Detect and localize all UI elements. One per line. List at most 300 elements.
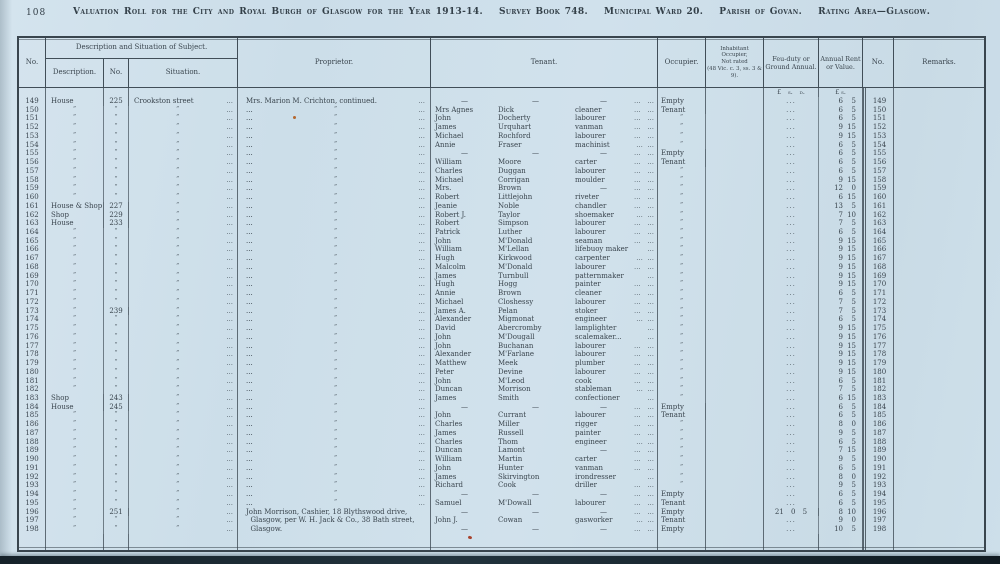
- cell-subject-number: ”: [104, 525, 129, 534]
- proprietor-dots: ...: [418, 228, 425, 237]
- cell-feu-duty: ...: [764, 237, 819, 246]
- cell-subject-number: ”: [104, 141, 129, 150]
- cell-row-number: 197: [19, 516, 46, 525]
- rent-pounds: 9: [838, 271, 843, 280]
- cell-row-number: 173: [19, 307, 46, 316]
- rent-pounds: 6: [838, 463, 843, 472]
- cell-tenant-forename: James: [435, 428, 457, 437]
- cell-subject-number: ”: [104, 114, 129, 123]
- scan-speck: [293, 116, 296, 119]
- cell-row-number: 181: [19, 377, 46, 386]
- occupation-dots: ... ...: [636, 315, 654, 324]
- cell-row-number: 178: [19, 350, 46, 359]
- cell-tenant-forename: —: [461, 149, 468, 158]
- cell-tenant-surname: M'Farlane: [498, 350, 535, 359]
- rent-shillings: 15: [847, 324, 856, 333]
- proprietor-text: ...: [246, 306, 253, 315]
- proprietor-dots: [425, 525, 430, 534]
- cell-row-number: 177: [19, 342, 46, 351]
- proprietor-dots: ...: [418, 420, 425, 429]
- cell-subject-number: ”: [104, 193, 129, 202]
- proprietor-dots: ...: [418, 376, 425, 385]
- proprietor-ditto: ”: [333, 437, 338, 445]
- cell-tenant-surname: M'Dougall: [498, 332, 535, 341]
- cell-occupier: ”: [658, 438, 706, 447]
- table-row: [19, 280, 984, 289]
- cell-row-number: 191: [19, 464, 46, 473]
- cell-occupier: Tenant: [658, 499, 706, 508]
- cell-occupier: Empty: [658, 97, 706, 106]
- occupation-text: —: [599, 490, 607, 499]
- table-row: [19, 315, 984, 324]
- proprietor-ditto: ”: [333, 184, 338, 192]
- rent-pounds: 12: [834, 184, 843, 193]
- cell-tenant-occupation: [573, 315, 658, 324]
- cell-row-number-right: 155: [863, 149, 894, 158]
- cell-remarks: [894, 429, 984, 438]
- cell-occupier: ”: [658, 368, 706, 377]
- situation-text: ”: [176, 437, 180, 445]
- proprietor-text: ...: [246, 175, 253, 184]
- cell-description: ”: [46, 490, 104, 499]
- cell-situation: [129, 342, 238, 351]
- situation-dots: ...: [226, 385, 233, 394]
- proprietor-ditto: ”: [333, 105, 338, 113]
- cell-subject-number: ”: [104, 429, 129, 438]
- cell-tenant-occupation: [573, 350, 658, 359]
- cell-row-number-right: 173: [863, 307, 894, 316]
- rent-pounds: 6: [838, 149, 843, 158]
- cell-inhabitant-occupier: [706, 228, 764, 237]
- cell-remarks: [894, 324, 984, 333]
- proprietor-ditto: ”: [333, 490, 338, 498]
- cell-annual-rent: [819, 228, 863, 237]
- cell-situation: [129, 167, 238, 176]
- cell-situation: [129, 97, 238, 106]
- occupation-text: —: [599, 524, 607, 533]
- table-row: [19, 429, 984, 438]
- proprietor-text: ...: [246, 359, 253, 368]
- proprietor-ditto: ”: [333, 367, 338, 375]
- cell-remarks: [894, 237, 984, 246]
- situation-text: ”: [176, 201, 180, 209]
- cell-subject-number: ”: [104, 228, 129, 237]
- occupation-text: gasworker: [575, 516, 613, 525]
- cell-remarks: [894, 245, 984, 254]
- cell-tenant-surname: Brown: [498, 289, 522, 298]
- table-row: [19, 228, 984, 237]
- cell-tenant-forename: —: [461, 402, 468, 411]
- situation-text: ”: [176, 516, 180, 524]
- cell-row-number-right: 164: [863, 228, 894, 237]
- situation-text: ”: [176, 481, 180, 489]
- cell-situation: [129, 525, 238, 534]
- header-subject-no: No.: [104, 59, 129, 87]
- table-row: [19, 202, 984, 211]
- rent-shillings: 15: [847, 175, 856, 184]
- occupation-dots: ... ...: [633, 350, 654, 359]
- rent-shillings: 5: [851, 490, 856, 499]
- cell-annual-rent: [819, 298, 863, 307]
- cell-subject-number: [104, 534, 129, 550]
- cell-annual-rent: [819, 184, 863, 193]
- cell-row-number-right: 193: [863, 481, 894, 490]
- occupation-text: labourer: [575, 228, 606, 237]
- cell-situation: [129, 455, 238, 464]
- occupation-dots: ... ...: [633, 359, 654, 368]
- rent-pounds: 6: [838, 498, 843, 507]
- situation-dots: ...: [226, 236, 233, 245]
- cell-row-number-right: 159: [863, 184, 894, 193]
- table-header: [19, 38, 984, 88]
- cell-row-number-right: 188: [863, 438, 894, 447]
- cell-tenant-surname: Littlejohn: [498, 193, 533, 202]
- cell-row-number-right: 156: [863, 158, 894, 167]
- proprietor-ditto: ”: [333, 193, 338, 201]
- proprietor-text: ...: [246, 463, 253, 472]
- cell-proprietor: [238, 114, 431, 123]
- proprietor-dots: ...: [418, 140, 425, 149]
- cell-annual-rent: [819, 508, 863, 517]
- table-row: [19, 350, 984, 359]
- occupation-text: stableman: [575, 385, 612, 394]
- situation-dots: ...: [226, 158, 233, 167]
- cell-proprietor: [238, 385, 431, 394]
- cell-annual-rent: [819, 202, 863, 211]
- cell-proprietor: [238, 254, 431, 263]
- cell-inhabitant-occupier: [706, 263, 764, 272]
- cell-annual-rent: [819, 377, 863, 386]
- cell-inhabitant-occupier: [706, 525, 764, 534]
- cell-remarks: [894, 350, 984, 359]
- cell-occupier: ”: [658, 446, 706, 455]
- cell-subject-number: ”: [104, 254, 129, 263]
- cell-tenant-surname: Urquhart: [498, 123, 532, 132]
- rent-shillings: 5: [851, 166, 856, 175]
- table-filler-row: [19, 534, 984, 550]
- table-row: [19, 245, 984, 254]
- cell-tenant-occupation: [573, 342, 658, 351]
- cell-tenant-forename: Hugh: [435, 280, 455, 289]
- cell-description: ”: [46, 307, 104, 316]
- proprietor-ditto: ”: [333, 219, 338, 227]
- situation-dots: ...: [226, 114, 233, 123]
- cell-proprietor: [238, 123, 431, 132]
- cell-description: House: [46, 219, 104, 228]
- cell-annual-rent: [819, 132, 863, 141]
- proprietor-ditto: ”: [333, 114, 338, 122]
- occupation-dots: ... ...: [633, 97, 654, 105]
- cell-proprietor: [238, 315, 431, 324]
- proprietor-text: ...: [246, 228, 253, 237]
- cell-tenant-surname: M'Donald: [498, 236, 533, 245]
- proprietor-text: ...: [246, 350, 253, 359]
- occupation-text: lifebuoy maker: [575, 245, 629, 254]
- rent-shillings: 5: [851, 315, 856, 324]
- rent-pounds: 9: [838, 131, 843, 140]
- table-row: [19, 490, 984, 499]
- cell-situation: [129, 429, 238, 438]
- cell-tenant-occupation: [573, 193, 658, 202]
- cell-description: ”: [46, 193, 104, 202]
- cell-feu-duty: ...: [764, 114, 819, 123]
- proprietor-dots: ...: [418, 289, 425, 298]
- rent-pounds: 9: [838, 359, 843, 368]
- rent-pounds: 9: [838, 254, 843, 263]
- proprietor-text: ...: [246, 140, 253, 149]
- cell-description: ”: [46, 106, 104, 115]
- cell-remarks: [894, 167, 984, 176]
- proprietor-text: ...: [246, 490, 253, 499]
- table-row: [19, 211, 984, 220]
- cell-situation: [129, 350, 238, 359]
- cell-annual-rent: [819, 245, 863, 254]
- cell-remarks: [894, 368, 984, 377]
- cell-inhabitant-occupier: [706, 315, 764, 324]
- situation-text: ”: [176, 184, 180, 192]
- cell-tenant-forename: Richard: [435, 481, 463, 490]
- cell-tenant-occupation: [573, 359, 658, 368]
- cell-row-number-right: 179: [863, 359, 894, 368]
- proprietor-text: ...: [246, 166, 253, 175]
- cell-situation: [129, 368, 238, 377]
- proprietor-text: ...: [246, 428, 253, 437]
- rent-shillings: 15: [847, 193, 856, 202]
- cell-situation: [129, 508, 238, 517]
- rent-pounds: 7: [838, 306, 843, 315]
- valuation-table: [17, 36, 986, 552]
- cell-tenant-forename: [431, 534, 498, 550]
- cell-description: ”: [46, 333, 104, 342]
- cell-tenant-surname: Martin: [498, 455, 523, 464]
- cell-occupier: ”: [658, 202, 706, 211]
- cell-remarks: [894, 141, 984, 150]
- proprietor-ditto: ”: [333, 297, 338, 305]
- cell-remarks: [894, 219, 984, 228]
- cell-row-number: 193: [19, 481, 46, 490]
- cell-occupier: ”: [658, 176, 706, 185]
- cell-feu-duty: ...: [764, 280, 819, 289]
- cell-inhabitant-occupier: [706, 455, 764, 464]
- occupation-dots: ... ...: [633, 420, 654, 429]
- cell-row-number-right: 168: [863, 263, 894, 272]
- header-no: No.: [19, 38, 46, 87]
- cell-row-number: 198: [19, 525, 46, 534]
- cell-feu-duty: ...: [764, 184, 819, 193]
- cell-proprietor: [238, 132, 431, 141]
- proprietor-text: ...: [246, 184, 253, 193]
- situation-text: ”: [176, 393, 180, 401]
- cell-inhabitant-occupier: [706, 167, 764, 176]
- proprietor-dots: ...: [418, 97, 425, 105]
- cell-description: ”: [46, 324, 104, 333]
- cell-annual-rent: [819, 176, 863, 185]
- cell-feu-duty: ...: [764, 211, 819, 220]
- proprietor-text: ...: [246, 123, 253, 132]
- situation-text: [129, 534, 233, 550]
- cell-inhabitant-occupier: [706, 106, 764, 115]
- cell-remarks: [894, 473, 984, 482]
- rent-shillings: 5: [851, 297, 856, 306]
- proprietor-dots: ...: [418, 175, 425, 184]
- proprietor-ditto: ”: [333, 420, 338, 428]
- cell-feu-duty: ...: [764, 403, 819, 412]
- cell-tenant-surname: —: [532, 149, 539, 158]
- proprietor-dots: ...: [418, 437, 425, 446]
- proprietor-dots: ...: [418, 332, 425, 341]
- cell-inhabitant-occupier: [706, 193, 764, 202]
- occupation-text: machinist: [575, 140, 610, 149]
- table-row: [19, 114, 984, 123]
- cell-proprietor: [238, 219, 431, 228]
- occupation-text: cleaner: [575, 105, 602, 114]
- cell-tenant-forename: Samuel: [435, 498, 462, 507]
- occupation-dots: ... ...: [636, 437, 654, 446]
- proprietor-ditto: ”: [333, 428, 338, 436]
- situation-text: ”: [176, 463, 180, 471]
- proprietor-ditto: ”: [333, 411, 338, 419]
- cell-description: ”: [46, 184, 104, 193]
- cell-inhabitant-occupier: [706, 473, 764, 482]
- rent-pounds: 6: [838, 193, 843, 202]
- cell-inhabitant-occupier: [706, 280, 764, 289]
- header-subject-group: [46, 38, 238, 87]
- occupation-dots: ... ...: [633, 201, 654, 210]
- proprietor-text: John Morrison, Cashier, 18 Blythswood drive,: [246, 507, 408, 516]
- cell-tenant-forename: John: [435, 411, 452, 420]
- cell-tenant-forename: Mrs Agnes: [435, 105, 474, 114]
- parish-label: Parish of Govan.: [719, 7, 803, 17]
- cell-tenant-surname: Devine: [498, 367, 523, 376]
- situation-dots: ...: [226, 228, 233, 237]
- rent-pounds: 9: [838, 455, 843, 464]
- cell-subject-number: ”: [104, 123, 129, 132]
- cell-tenant-surname: [498, 534, 573, 550]
- cell-row-number: 154: [19, 141, 46, 150]
- cell-occupier: Empty: [658, 490, 706, 499]
- cell-description: ”: [46, 429, 104, 438]
- cell-situation: [129, 333, 238, 342]
- cell-tenant-occupation: [573, 219, 658, 228]
- cell-annual-rent: [819, 359, 863, 368]
- municipal-ward-label: Municipal Ward 20.: [604, 7, 704, 17]
- cell-proprietor: [238, 167, 431, 176]
- situation-text: ”: [176, 280, 180, 288]
- cell-subject-number: ”: [104, 481, 129, 490]
- cell-tenant-occupation: [573, 377, 658, 386]
- cell-tenant-occupation: [573, 245, 658, 254]
- cell-proprietor: [238, 211, 431, 220]
- cell-tenant-forename: David: [435, 324, 456, 333]
- proprietor-text: ...: [246, 114, 253, 123]
- proprietor-text: ...: [246, 411, 253, 420]
- cell-subject-number: ”: [104, 237, 129, 246]
- proprietor-text: ...: [246, 236, 253, 245]
- table-row: [19, 446, 984, 455]
- cell-tenant-occupation: [573, 324, 658, 333]
- situation-dots: ...: [226, 324, 233, 333]
- cell-remarks: [894, 359, 984, 368]
- situation-text: ”: [176, 455, 180, 463]
- cell-occupier: Tenant: [658, 158, 706, 167]
- cell-feu-duty: ...: [764, 464, 819, 473]
- cell-row-number: 150: [19, 106, 46, 115]
- occupation-text: rigger: [575, 420, 598, 429]
- situation-text: ”: [176, 140, 180, 148]
- rent-pounds: 9: [838, 123, 843, 132]
- cell-tenant-surname: Rochford: [498, 131, 531, 140]
- cell-situation: [129, 385, 238, 394]
- rent-pounds: 7: [838, 297, 843, 306]
- cell-occupier: ”: [658, 359, 706, 368]
- cell-tenant-occupation: [573, 394, 658, 403]
- cell-tenant-occupation: [573, 481, 658, 490]
- table-row: [19, 508, 984, 517]
- cell-tenant-occupation: [573, 420, 658, 429]
- cell-row-number-right: 154: [863, 141, 894, 150]
- units-feu-duty: £ s. d.: [764, 88, 819, 97]
- cell-tenant-surname: —: [532, 97, 539, 105]
- cell-row-number: 183: [19, 394, 46, 403]
- table-row: [19, 516, 984, 525]
- cell-annual-rent: [819, 403, 863, 412]
- cell-remarks: [894, 411, 984, 420]
- cell-subject-number: ”: [104, 411, 129, 420]
- cell-proprietor: [238, 342, 431, 351]
- table-row: [19, 377, 984, 386]
- proprietor-ditto: [246, 534, 425, 550]
- situation-dots: ...: [226, 428, 233, 437]
- cell-occupier: ”: [658, 298, 706, 307]
- proprietor-dots: ...: [418, 184, 425, 193]
- rent-shillings: 5: [851, 289, 856, 298]
- cell-inhabitant-occupier: [706, 123, 764, 132]
- cell-tenant-surname: Fraser: [498, 140, 522, 149]
- cell-inhabitant-occupier: [706, 324, 764, 333]
- cell-subject-number: ”: [104, 368, 129, 377]
- proprietor-text: ...: [246, 262, 253, 271]
- cell-tenant-occupation: [573, 272, 658, 281]
- cell-description: ”: [46, 123, 104, 132]
- occupation-text: painter: [575, 280, 601, 289]
- rent-pounds: 9: [838, 367, 843, 376]
- rent-pounds: 6: [838, 105, 843, 114]
- situation-dots: ...: [226, 420, 233, 429]
- cell-feu-duty: ...: [764, 141, 819, 150]
- situation-text: Crookston street: [134, 97, 194, 105]
- cell-inhabitant-occupier: [706, 508, 764, 517]
- cell-feu-duty: ...: [764, 455, 819, 464]
- cell-proprietor: [238, 359, 431, 368]
- cell-tenant-forename: James: [435, 123, 457, 132]
- occupation-text: driller: [575, 481, 598, 490]
- occupation-text: vanman: [575, 123, 603, 132]
- rent-shillings: 15: [847, 236, 856, 245]
- occupation-dots: ... ...: [633, 341, 654, 350]
- cell-inhabitant-occupier: [706, 132, 764, 141]
- cell-row-number: 166: [19, 245, 46, 254]
- cell-description: ”: [46, 464, 104, 473]
- cell-row-number: 182: [19, 385, 46, 394]
- cell-situation: [129, 473, 238, 482]
- situation-dots: ...: [226, 507, 233, 516]
- cell-tenant-forename: Duncan: [435, 446, 463, 455]
- cell-tenant-forename: William: [435, 455, 462, 464]
- proprietor-dots: ...: [418, 324, 425, 333]
- table-row: [19, 455, 984, 464]
- proprietor-text: ...: [246, 297, 253, 306]
- proprietor-dots: ...: [418, 367, 425, 376]
